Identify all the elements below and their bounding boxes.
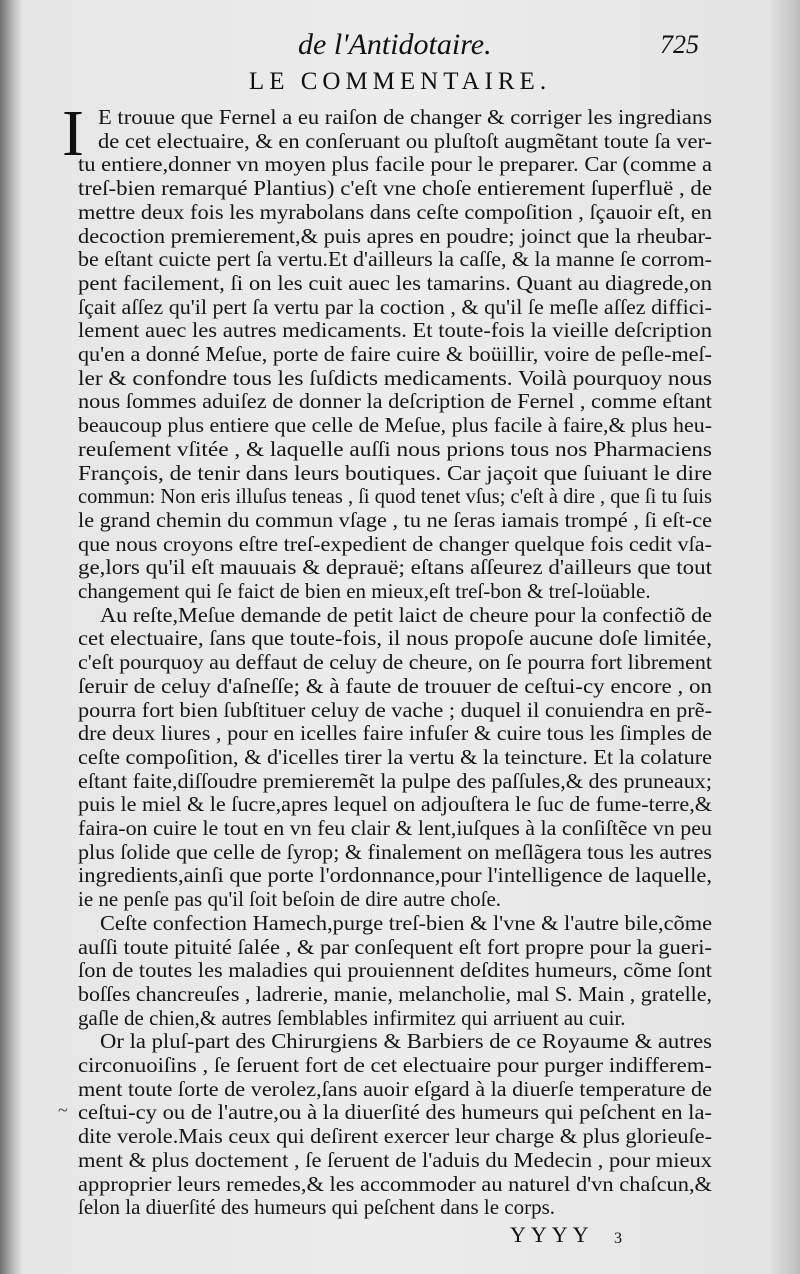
text-line-content: ſeruir de celuy d'aſneſſe; & à faute de trouuer de ceſtui-cy encore , on (78, 673, 712, 698)
text-line (0, 341, 800, 367)
text-line (0, 531, 800, 557)
text-line-content: tu entiere,donner vn moyen plus facile pour le preparer. Car (comme a (78, 152, 712, 177)
section-heading: LE COMMENTAIRE. (248, 68, 552, 95)
text-line (0, 1123, 800, 1149)
text-line (0, 862, 800, 888)
page-number: 725 (660, 30, 699, 59)
text-line-content: Au reſte,Meſue demande de petit laict de cheure pour la confectiõ de (100, 602, 712, 627)
text-line (0, 602, 800, 628)
text-line (0, 151, 800, 177)
text-line (0, 128, 800, 154)
running-head-title: de l'Antidotaire. (298, 28, 492, 61)
text-line-content: Or la pluſ-part des Chirurgiens & Barbiers de ce Royaume & autres (100, 1029, 712, 1054)
text-line (0, 223, 800, 249)
text-line (0, 1171, 800, 1197)
text-line-content: nous ſommes aduiſez de donner la deſcription de Fernel , comme eſtant (78, 389, 712, 414)
text-line (0, 957, 800, 983)
text-line (0, 578, 800, 604)
text-line-content: treſ-bien remarqué Plantius) c'eſt vne choſe entierement ſuperfluë , de (78, 176, 712, 201)
text-line-content: ment toute ſorte de verolez,ſans auoir eſgard à la diuerſe temperature de (78, 1076, 712, 1101)
text-line (0, 199, 800, 225)
text-line (0, 697, 800, 723)
text-line-content: pourra fort bien ſubſtituer celuy de vache ; duquel il conuiendra en prẽ- (78, 697, 712, 722)
text-line (0, 412, 800, 438)
text-line (0, 388, 800, 414)
text-line (0, 744, 800, 770)
text-line (0, 791, 800, 817)
text-line (0, 246, 800, 272)
text-line (0, 910, 800, 936)
text-line-content: ſon de toutes les maladies qui prouiennent deſdites humeurs, cõme ſont (78, 958, 712, 983)
text-line-content: ceſtui-cy ou de l'autre,ou à la diuerſité des humeurs qui peſchent en la- (78, 1100, 712, 1125)
text-line (0, 625, 800, 651)
signature-number: 3 (614, 1230, 622, 1247)
text-line-content: ge,lors qu'il eſt mauuais & deprauë; eſtans aſſeurez d'ailleurs que tout (78, 555, 712, 580)
text-line-content: ſelon la diuerſité des humeurs qui peſchent dans le corps. (78, 1195, 556, 1220)
text-line-content: faira-on cuire le tout en vn feu clair & lent,iuſques à la conſiſtẽce vn peu (78, 816, 712, 840)
text-line (0, 649, 800, 675)
text-line (0, 104, 800, 130)
text-line (0, 554, 800, 580)
text-line (0, 815, 800, 841)
text-line-content: Ceſte confection Hamech,purge treſ-bien & l'vne & l'autre bile,cõme (100, 910, 712, 935)
text-line (0, 294, 800, 320)
text-line-content: de cet electuaire, & en conſeruant ou pluſtoſt augmẽtant toute ſa ver- (98, 128, 712, 153)
text-line-content: changement qui ſe faict de bien en mieux,eſt treſ-bon & treſ-loüable. (78, 579, 651, 603)
text-line-content: be eſtant cuicte pert ſa vertu.Et d'ailleurs la caſſe, & la manne ſe corrom- (78, 247, 712, 272)
text-line (0, 673, 800, 699)
text-line (0, 270, 800, 296)
text-line (0, 436, 800, 462)
text-line-content: commun: Non eris illuſus teneas , ſi quod tenet vſus; c'eſt à dire , que ſi tu ſuis (78, 484, 712, 509)
drop-cap: I (62, 97, 84, 170)
text-line (0, 317, 800, 343)
text-line-content: que nous croyons eſtre treſ-expedient de changer quelque fois cedit vſa- (78, 531, 712, 556)
text-line-content: c'eſt pourquoy au deffaut de celuy de cheure, on ſe pourra fort librement (78, 650, 712, 675)
text-line (0, 1052, 800, 1078)
text-line (0, 483, 800, 509)
text-line-content: pent facilement, ſi on les cuit auec les tamarins. Quant au diagrede,on (78, 270, 712, 295)
text-line (0, 886, 800, 912)
text-line-content: approprier leurs remedes,& les accommoder au naturel d'vn chaſcun,& (78, 1171, 712, 1196)
text-line-content: boſſes chancreuſes , ladrerie, manie, melancholie, mal S. Main , gratelle, (78, 981, 712, 1006)
text-line (0, 839, 800, 865)
text-line-content: ingredients,ainſi que porte l'ordonnance,pour l'intelligence de laquelle, (78, 863, 712, 888)
text-line-content: E trouue que Fernel a eu raiſon de changer & corriger les ingredians (98, 105, 712, 129)
text-line-content: qu'en a donné Meſue, porte de faire cuire & boüillir, voire de peſle-meſ- (78, 342, 712, 366)
text-line (0, 934, 800, 960)
margin-mark: ~ (58, 1100, 68, 1120)
text-line (0, 1099, 800, 1125)
text-line (0, 981, 800, 1007)
text-line-content: plus ſolide que celle de ſyrop; & finalement on meſlãgera tous les autres (78, 839, 712, 864)
text-line-content: lement auec les autres medicaments. Et toute-fois la vieille deſcription (78, 318, 712, 343)
text-line-content: eſtant faite,diſſoudre premieremẽt la pulpe des paſſules,& des pruneaux; (78, 768, 712, 793)
text-line-content: ceſte compoſition, & d'icelles tirer la vertu & la teincture. Et la colature (78, 744, 712, 769)
text-line-content: ler & confondre tous les ſuſdicts medicaments. Voilà pourquoy nous (78, 365, 712, 390)
text-line (0, 1005, 800, 1031)
text-line-content: auſſi toute pituité ſalée , & par conſequent eſt fort propre pour la gueri- (78, 934, 713, 959)
text-line-content: circonuoiſins , ſe ſeruent fort de cet electuaire pour purger indifferem- (78, 1053, 712, 1077)
text-line (0, 1028, 800, 1054)
text-line-content: cet electuaire, ſans que toute-fois, il nous propoſe aucune doſe limitée, (78, 626, 712, 651)
text-line-content: François, de tenir dans leurs boutiques. Car jaçoit que ſuiuant le dire (78, 460, 712, 485)
text-line (0, 460, 800, 486)
text-line-content: beaucoup plus entiere que celle de Meſue, plus facile à faire,& plus heu- (78, 413, 712, 438)
text-line (0, 175, 800, 201)
signature-mark: YYYY (510, 1222, 594, 1247)
text-line (0, 720, 800, 746)
text-line (0, 365, 800, 391)
text-line-content: ie ne penſe pas qu'il ſoit beſoin de dire autre choſe. (78, 887, 502, 912)
text-line-content: ſçait aſſez qu'il pert ſa vertu par la coction , & qu'il ſe meſle aſſez diffici- (78, 294, 712, 319)
text-line (0, 1194, 800, 1220)
text-line-content: puis le miel & le ſucre,apres lequel on adjouſtera le ſuc de fume-terre,& (78, 792, 712, 817)
text-line-content: le grand chemin du commun vſage , tu ne ſeras iamais trompé , ſi eſt-ce (78, 507, 712, 532)
running-head (0, 28, 800, 62)
text-line (0, 1147, 800, 1173)
text-line (0, 507, 800, 533)
text-line-content: gaſle de chien,& autres ſemblables infirmitez qui arriuent au cuir. (78, 1005, 626, 1030)
text-line-content: mettre deux fois les myrabolans dans ceſte compoſition , ſçauoir eſt, en (78, 199, 712, 224)
text-line-content: reuſement vſitée , & laquelle auſſi nous prions tous nos Pharmaciens (78, 436, 712, 461)
text-line-content: decoction premierement,& puis apres en poudre; joinct que la rheubar- (78, 223, 712, 248)
text-line-content: ment & plus doctement , ſe ſeruent de l'aduis du Medecin , pour mieux (78, 1147, 712, 1172)
text-line (0, 1076, 800, 1102)
text-line-content: dre deux liures , pour en icelles faire infuſer & cuire tous les ſimples de (78, 721, 712, 746)
text-line (0, 768, 800, 794)
text-line-content: dite verole.Mais ceux qui deſirent exercer leur charge & plus glorieuſe- (78, 1124, 712, 1149)
